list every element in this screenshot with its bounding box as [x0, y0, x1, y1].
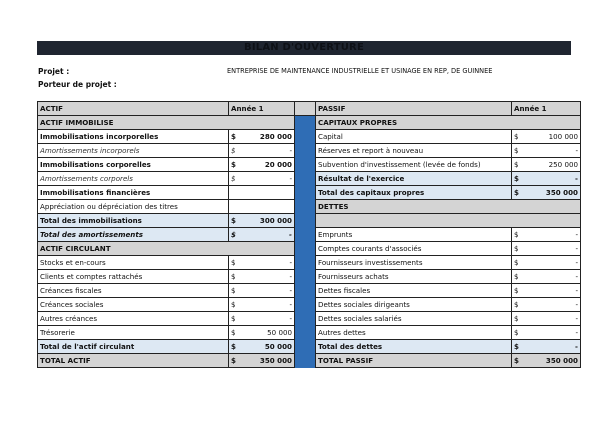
column-divider: [295, 298, 316, 312]
actif-section-label: ACTIF CIRCULANT: [38, 242, 295, 256]
column-divider: [295, 270, 316, 284]
actif-row-currency: $: [229, 130, 244, 144]
column-divider: [295, 242, 316, 256]
passif-row-value: -: [526, 172, 581, 186]
actif-row-label: Amortissements incorporels: [38, 144, 229, 158]
actif-row-currency: $: [229, 158, 244, 172]
actif-row-value: -: [243, 284, 295, 298]
actif-row-value: 50 000: [243, 326, 295, 340]
actif-row-label: Stocks et en-cours: [38, 256, 229, 270]
column-divider: [295, 340, 316, 354]
passif-row-label: Autres dettes: [316, 326, 512, 340]
passif-row-label: Résultat de l'exercice: [316, 172, 512, 186]
column-divider: [295, 158, 316, 172]
actif-row-value: -: [243, 228, 295, 242]
passif-row-label: Dettes fiscales: [316, 284, 512, 298]
passif-row-label: Total des dettes: [316, 340, 512, 354]
passif-section-label: CAPITAUX PROPRES: [316, 116, 581, 130]
table-row: [38, 214, 581, 228]
passif-row-currency: $: [512, 242, 527, 256]
balance-sheet-table: [37, 101, 581, 368]
passif-row-currency: $: [512, 354, 527, 368]
passif-row-label: TOTAL PASSIF: [316, 354, 512, 368]
actif-row-value: -: [243, 172, 295, 186]
passif-row-label: Réserves et report à nouveau: [316, 144, 512, 158]
actif-row-currency: $: [229, 214, 244, 228]
table-row: [38, 326, 581, 340]
actif-row-currency: $: [229, 312, 244, 326]
column-divider: [295, 326, 316, 340]
column-divider: [295, 354, 316, 368]
passif-row-currency: $: [512, 256, 527, 270]
passif-row-currency: $: [512, 172, 527, 186]
table-row: [38, 312, 581, 326]
passif-row-label: Dettes sociales salariés: [316, 312, 512, 326]
actif-row-label: Clients et comptes rattachés: [38, 270, 229, 284]
actif-row-label: Total des immobilisations: [38, 214, 229, 228]
table-row: [38, 340, 581, 354]
actif-row-label: Créances fiscales: [38, 284, 229, 298]
passif-row-label: Subvention d'investissement (levée de fonds): [316, 158, 512, 172]
actif-row-value: 300 000: [243, 214, 295, 228]
document-title: BILAN D'OUVERTURE: [37, 41, 571, 55]
table-row: [38, 228, 581, 242]
actif-row-currency: $: [229, 298, 244, 312]
table-row: [38, 200, 581, 214]
passif-row-currency: $: [512, 326, 527, 340]
actif-row-label: Immobilisations incorporelles: [38, 130, 229, 144]
passif-row-value: -: [526, 284, 581, 298]
project-owner-label: Porteur de projet :: [38, 80, 117, 89]
passif-row-value: -: [526, 298, 581, 312]
actif-row-value: -: [243, 144, 295, 158]
passif-row-currency: $: [512, 130, 527, 144]
passif-year-header: Année 1: [512, 102, 581, 116]
passif-row-currency: $: [512, 270, 527, 284]
passif-row-currency: $: [512, 340, 527, 354]
passif-row-currency: $: [512, 312, 527, 326]
actif-row-value: 50 000: [243, 340, 295, 354]
passif-row-value: -: [526, 340, 581, 354]
actif-row-value: 280 000: [243, 130, 295, 144]
table-row: [38, 144, 581, 158]
actif-row-value: -: [243, 256, 295, 270]
passif-row-label: Fournisseurs investissements: [316, 256, 512, 270]
table-row: [38, 186, 581, 200]
column-divider: [295, 186, 316, 200]
table-row: [38, 298, 581, 312]
column-divider: [295, 130, 316, 144]
column-divider: [295, 284, 316, 298]
project-value: ENTREPRISE DE MAINTENANCE INDUSTRIELLE ET USINAGE EN REP, DE GUINNEE: [227, 67, 493, 75]
actif-row-currency: $: [229, 172, 244, 186]
passif-row-label: Dettes sociales dirigeants: [316, 298, 512, 312]
actif-row-currency: $: [229, 256, 244, 270]
passif-row-value: 250 000: [526, 158, 581, 172]
table-row: [38, 284, 581, 298]
passif-row-currency: $: [512, 298, 527, 312]
actif-row-label: Trésorerie: [38, 326, 229, 340]
column-divider: [295, 214, 316, 228]
actif-row-label: Créances sociales: [38, 298, 229, 312]
actif-row-currency: [229, 186, 244, 200]
actif-row-value: [243, 186, 295, 200]
actif-row-value: 20 000: [243, 158, 295, 172]
actif-row-currency: $: [229, 326, 244, 340]
actif-row-currency: $: [229, 270, 244, 284]
passif-row-value: -: [526, 256, 581, 270]
actif-row-value: -: [243, 270, 295, 284]
table-row: [38, 130, 581, 144]
passif-row-currency: $: [512, 228, 527, 242]
table-row: [38, 270, 581, 284]
column-divider: [295, 102, 316, 116]
actif-row-label: TOTAL ACTIF: [38, 354, 229, 368]
actif-row-value: 350 000: [243, 354, 295, 368]
passif-row-value: 100 000: [526, 130, 581, 144]
column-divider: [295, 172, 316, 186]
table-row: [38, 354, 581, 368]
passif-row-label: Comptes courants d'associés: [316, 242, 512, 256]
passif-row-value: 350 000: [526, 186, 581, 200]
table-row: [38, 172, 581, 186]
passif-row-value: -: [526, 312, 581, 326]
actif-row-value: -: [243, 312, 295, 326]
column-divider: [295, 312, 316, 326]
table-row: [38, 158, 581, 172]
passif-row-value: -: [526, 144, 581, 158]
actif-row-currency: $: [229, 340, 244, 354]
passif-section-label: [316, 214, 581, 228]
actif-row-label: Appréciation ou dépréciation des titres: [38, 200, 229, 214]
actif-section-label: ACTIF IMMOBILISE: [38, 116, 295, 130]
actif-header: ACTIF: [38, 102, 229, 116]
column-divider: [295, 144, 316, 158]
passif-row-value: -: [526, 242, 581, 256]
passif-row-currency: $: [512, 144, 527, 158]
passif-row-label: Emprunts: [316, 228, 512, 242]
passif-header: PASSIF: [316, 102, 512, 116]
passif-row-value: -: [526, 270, 581, 284]
passif-row-value: 350 000: [526, 354, 581, 368]
table-header-row: [38, 102, 581, 116]
actif-row-value: -: [243, 298, 295, 312]
passif-row-currency: $: [512, 158, 527, 172]
actif-row-currency: $: [229, 144, 244, 158]
actif-row-currency: [229, 200, 244, 214]
table-row: [38, 242, 581, 256]
actif-row-label: Autres créances: [38, 312, 229, 326]
actif-row-label: Immobilisations corporelles: [38, 158, 229, 172]
actif-row-currency: $: [229, 354, 244, 368]
actif-row-value: [243, 200, 295, 214]
passif-row-value: -: [526, 228, 581, 242]
table-row: [38, 256, 581, 270]
project-label: Projet :: [38, 67, 70, 76]
column-divider: [295, 200, 316, 214]
actif-row-label: Total de l'actif circulant: [38, 340, 229, 354]
actif-row-currency: $: [229, 284, 244, 298]
column-divider: [295, 256, 316, 270]
passif-row-label: Capital: [316, 130, 512, 144]
passif-row-value: -: [526, 326, 581, 340]
actif-row-label: Immobilisations financières: [38, 186, 229, 200]
actif-year-header: Année 1: [229, 102, 295, 116]
passif-row-currency: $: [512, 284, 527, 298]
passif-row-label: Fournisseurs achats: [316, 270, 512, 284]
passif-section-label: DETTES: [316, 200, 581, 214]
table-row: [38, 116, 581, 130]
column-divider: [295, 116, 316, 130]
passif-row-label: Total des capitaux propres: [316, 186, 512, 200]
actif-row-label: Total des amortissements: [38, 228, 229, 242]
passif-row-currency: $: [512, 186, 527, 200]
column-divider: [295, 228, 316, 242]
actif-row-currency: $: [229, 228, 244, 242]
actif-row-label: Amortissements corporels: [38, 172, 229, 186]
